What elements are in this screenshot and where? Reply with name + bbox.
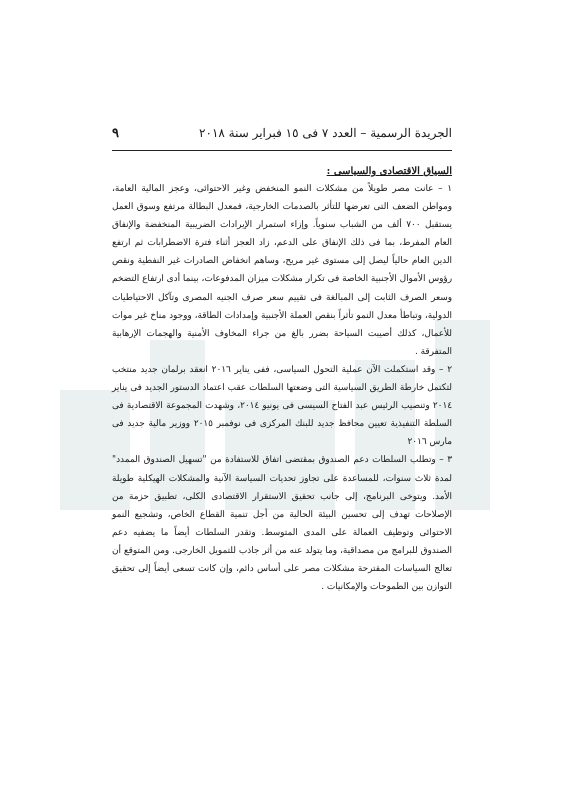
header-divider	[112, 150, 452, 151]
main-content	[112, 158, 452, 596]
paragraph-3: ٣ – وتطلب السلطات دعم الصندوق بمقتضى اتفاق للاستفادة من "تسهيل الصندوق الممدد" لمدة ثلاث سنوات، للمساعدة على تجاوز تحديات السياسة الآنية والمشكلات الهيكلية طويلة الأمد. ويتوخى البرنامج، إلى جانب تحقيق الاستقرار الاقتصادى الكلى، تطبيق حزمة من الإصلاحات تهدف إلى تحسين البيئة الحالية من أجل تنمية القطاع الخاص، وتشجيع النمو الاحتوائى وتوظيف العمالة على المدى المتوسط. وتقدر السلطات أيضاً ما يضفيه دعم الصندوق للبرامج من مصداقية، وما يتولد عنه من أثر جاذب للتمويل الخارجى. ومن المتوقع أن تعالج السياسات المقترحة مشكلات مصر على أساس دائم، وإن كانت تسعى أيضاً إلى تحقيق التوازن بين الطموحات والإمكانيات .	[112, 455, 452, 593]
paragraph-2: ٢ – وقد استكملت الآن عملية التحول السياسى، ففى يناير ٢٠١٦ انعقد برلمان جديد منتخب لتكتمل خارطة الطريق السياسية التى وضعتها السلطات عقب اعتماد الدستور الجديد فى يناير ٢٠١٤ وتنصيب الرئيس عبد الفتاح السيسى فى يونيو ٢٠١٤، وشهدت المجموعة الاقتصادية فى السلطة التنفيذية تعيين محافظ جديد للبنك المركزى فى نوفمبر ٢٠١٥ ووزير مالية جديد فى مارس ٢٠١٦	[112, 364, 453, 448]
section-heading: السياق الاقتصادى والسياسى :	[326, 166, 452, 177]
page-header	[112, 126, 452, 148]
page-number: ٩	[112, 126, 119, 141]
paragraph-1: ١ – عانت مصر طويلاً من مشكلات النمو المنخفض وغير الاحتوائى، وعجز المالية العامة، ومواطن الضعف التى تعرضها للتأثر بالصدمات الخارجية، فمعدل البطالة مرتفع وسوق العمل يستقبل ٧٠٠ ألف من الشباب سنوياً. وإزاء استمرار الإيرادات الضريبية المنخفضة والإنفاق العام المفرط، بما فى ذلك الإنفاق على الدعم، زاد العجز أثناء فترة الاضطرابات ثم ارتفع الدين العام حالياً ليصل إلى مستوى غير مريح، وساهم انخفاض الصادرات غير النفطية ونقص رؤوس الأموال الأجنبية الخاصة فى تكرار مشكلات ميزان المدفوعات، بينما أدى ارتفاع التضخم وسعر الصرف الثابت إلى المبالغة فى تقييم سعر صرف الجنيه المصرى وتآكل الاحتياطيات الدولية، وتباطأ معدل النمو تأثراً بنقص العملة الأجنبية وإمدادات الطاقة، ووجود مناخ غير موات للأعمال، كذلك أصيبت السياحة بضرر بالغ من جراء المخاوف الأمنية والهجمات الإرهابية المتفرقة .	[112, 184, 452, 357]
publication-title: الجريدة الرسمية – العدد ٧ فى ١٥ فبراير سنة ٢٠١٨	[199, 126, 452, 140]
